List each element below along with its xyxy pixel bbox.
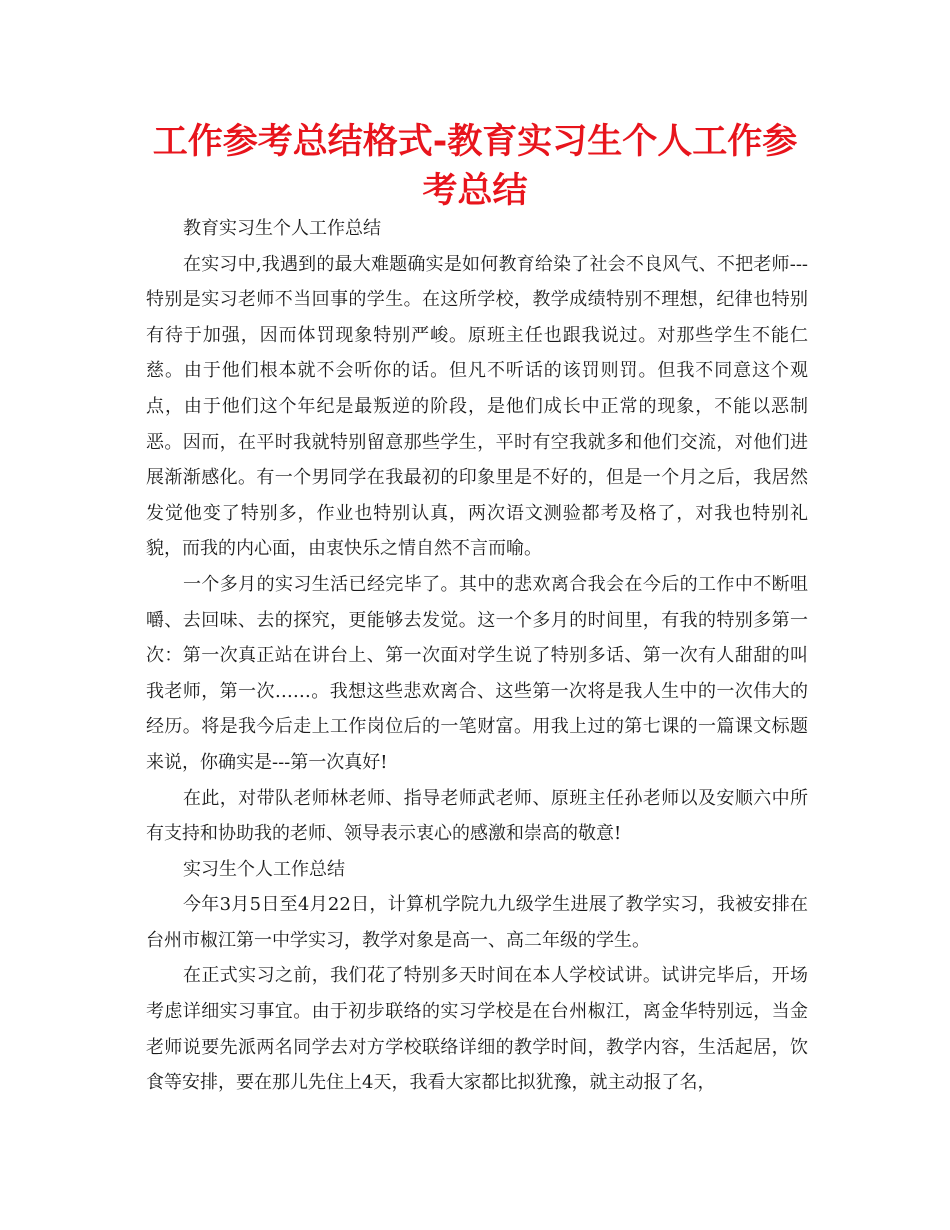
paragraph: 今年3月5日至4月22日，计算机学院九九级学生进展了教学实习，我被安排在台州市椒江第一中学实习，教学对象是高一、高二年级的学生。 [146, 894, 808, 951]
section-heading: 教育实习生个人工作总结 [183, 218, 381, 239]
document-title: 工作参考总结格式-教育实习生个人工作参考总结 [152, 122, 798, 211]
document-body [146, 211, 808, 1101]
section-heading: 实习生个人工作总结 [183, 858, 345, 880]
paragraph: 一个多月的实习生活已经完毕了。其中的悲欢离合我会在今后的工作中不断咀嚼、去回味、去的探究，更能够去发觉。这一个多月的时间里，有我的特别多第一次：第一次真正站在讲台上、第一次面对学生说了特别多话、第一次有人甜甜的叫我老师，第一次……。我想这些悲欢离合、这些第一次将是我人生中的一次伟大的经历。将是我今后走上工作岗位后的一笔财富。用我上过的第七课的一篇课文标题来说，你确实是---第一次真好! [146, 573, 808, 773]
paragraph: 在实习中,我遇到的最大难题确实是如何教育给染了社会不良风气、不把老师---特别是实习老师不当回事的学生。在这所学校，教学成绩特别不理想，纪律也特别有待于加强，因而体罚现象特别严峻。原班主任也跟我说过。对那些学生不能仁慈。由于他们根本就不会听你的话。但凡不听话的该罚则罚。但我不同意这个观点，由于他们这个年纪是最叛逆的阶段，是他们成长中正常的现象，不能以恶制恶。因而，在平时我就特别留意那些学生，平时有空我就多和他们交流，对他们进展渐渐感化。有一个男同学在我最初的印象里是不好的，但是一个月之后，我居然发觉他变了特别多，作业也特别认真，两次语文测验都考及格了，对我也特别礼貌，而我的内心面，由衷快乐之情自然不言而喻。 [146, 253, 808, 560]
paragraph: 在此，对带队老师林老师、指导老师武老师、原班主任孙老师以及安顺六中所有支持和协助我的老师、领导表示衷心的感激和崇高的敬意! [146, 787, 808, 845]
paragraph: 在正式实习之前，我们花了特别多天时间在本人学校试讲。试讲完毕后，开场考虑详细实习事宜。由于初步联络的实习学校是在台州椒江，离金华特别远，当金老师说要先派两名同学去对方学校联络详细的教学时间，教学内容，生活起居，饮食等安排，要在那儿先住上4天，我看大家都比拟犹豫，就主动报了名， [146, 965, 808, 1094]
